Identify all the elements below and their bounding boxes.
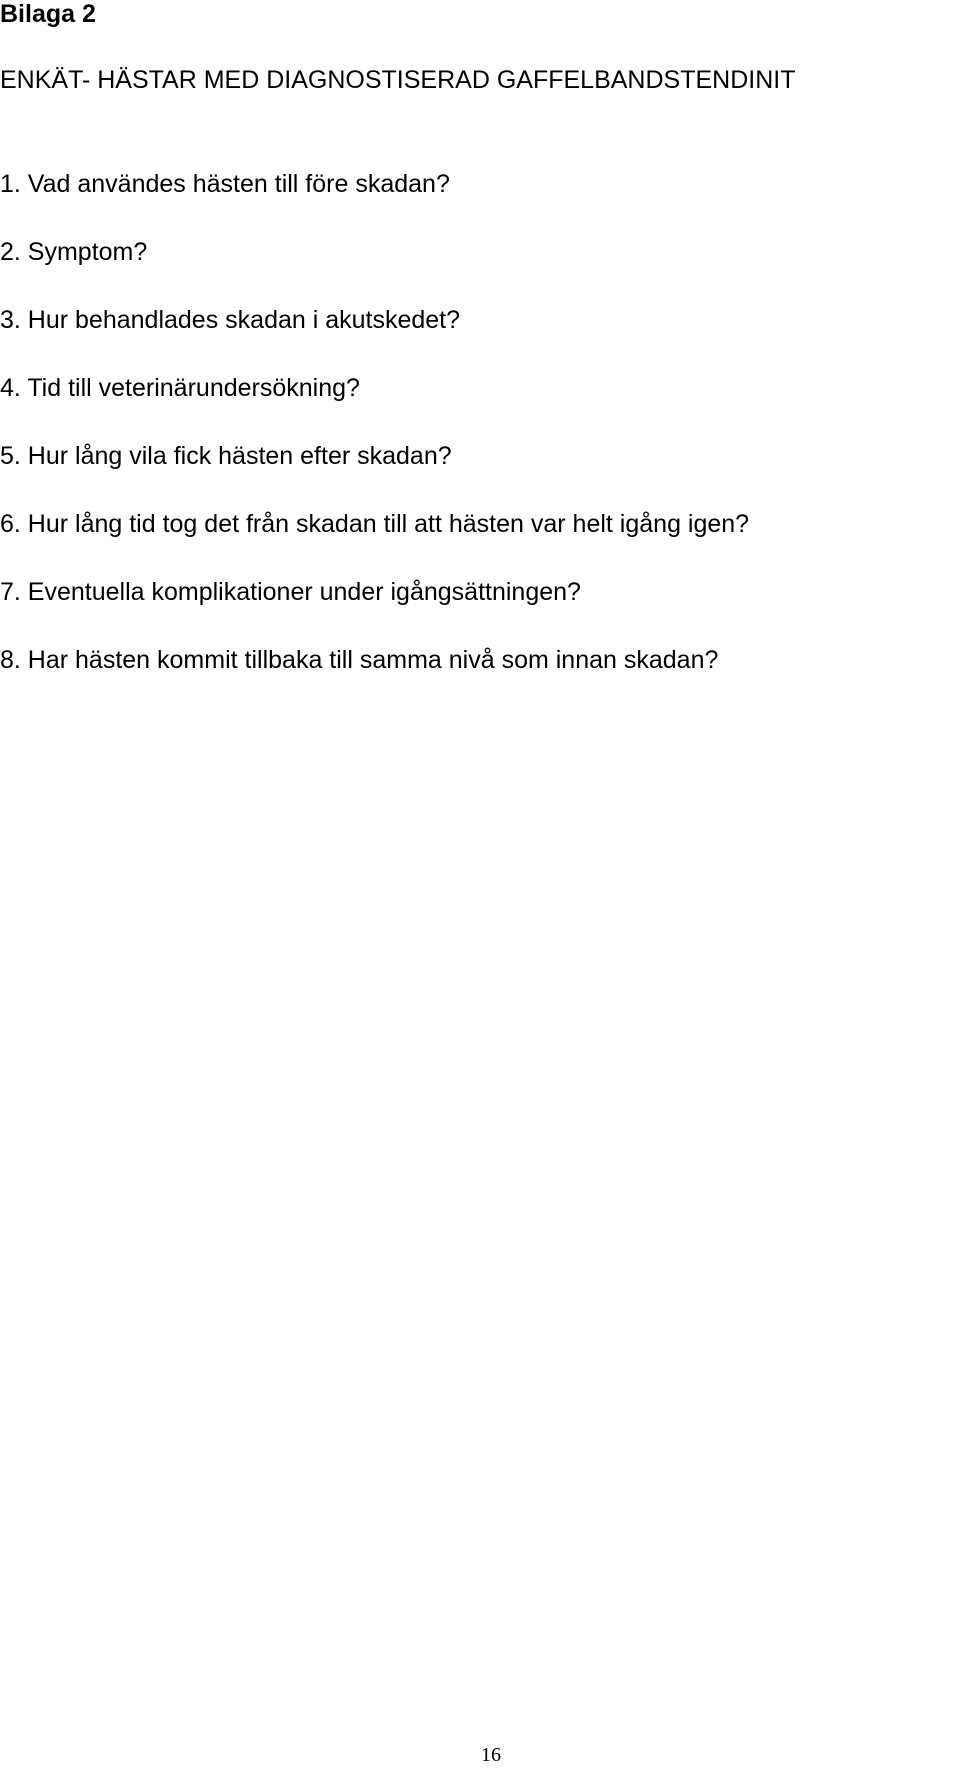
question-item-8: 8. Har hästen kommit tillbaka till samma nivå som innan skadan?: [0, 646, 719, 674]
question-item-7: 7. Eventuella komplikationer under igångsättningen?: [0, 578, 581, 606]
survey-title: ENKÄT- HÄSTAR MED DIAGNOSTISERAD GAFFELBANDSTENDINIT: [0, 66, 796, 94]
question-item-5: 5. Hur lång vila fick hästen efter skadan?: [0, 442, 452, 470]
appendix-label: Bilaga 2: [0, 0, 96, 28]
question-item-3: 3. Hur behandlades skadan i akutskedet?: [0, 306, 461, 334]
question-item-6: 6. Hur lång tid tog det från skadan till att hästen var helt igång igen?: [0, 510, 750, 538]
question-item-2: 2. Symptom?: [0, 238, 148, 266]
question-item-1: 1. Vad användes hästen till före skadan?: [0, 170, 450, 198]
question-item-4: 4. Tid till veterinärundersökning?: [0, 374, 360, 402]
page-number: 16: [481, 1744, 501, 1766]
